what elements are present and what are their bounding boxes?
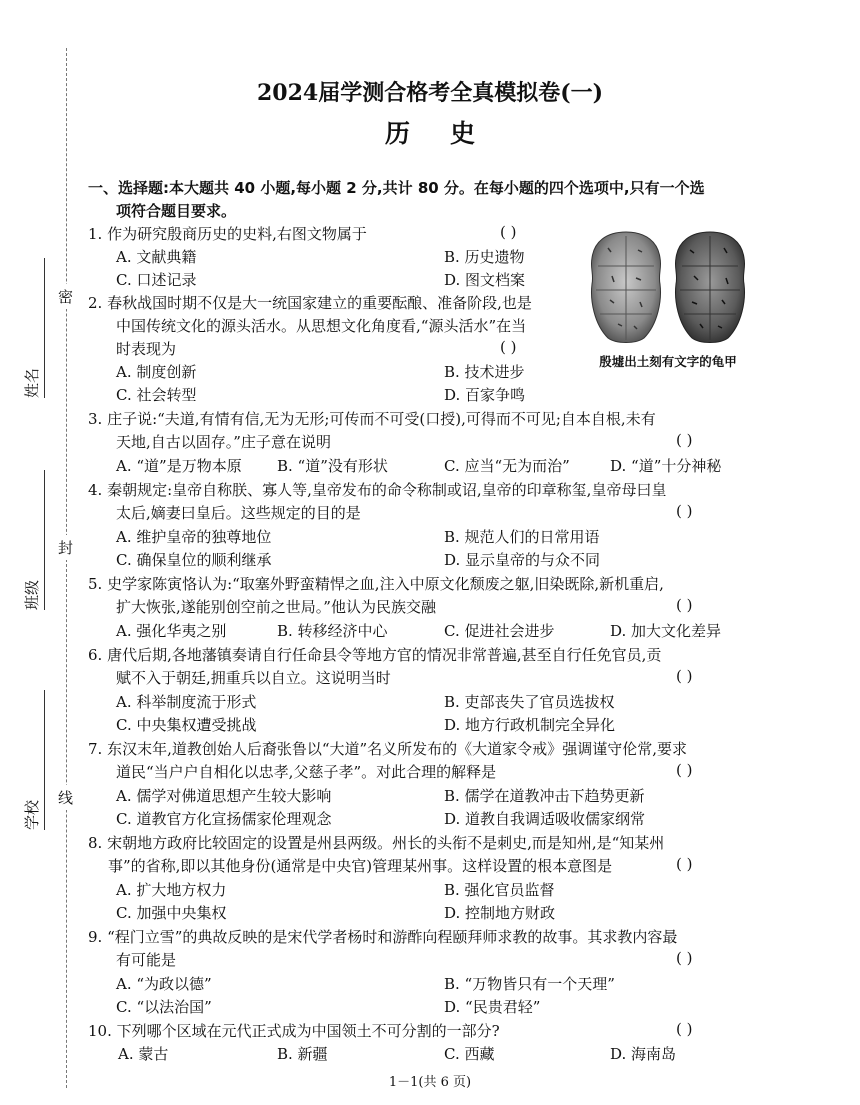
- name-field[interactable]: [6, 258, 46, 398]
- question-3-option-d[interactable]: D. “道”十分神秘: [610, 457, 722, 475]
- question-2-option-b[interactable]: B. 技术进步: [444, 363, 525, 381]
- question-8-option-c[interactable]: C. 加强中央集权: [116, 904, 227, 922]
- question-4-option-a[interactable]: A. 维护皇帝的独尊地位: [116, 528, 272, 546]
- question-4-answer-paren[interactable]: ( ): [676, 502, 693, 520]
- subject-title: 历史: [384, 119, 515, 148]
- binding-dashed-line: [66, 48, 67, 1088]
- question-9-stem-line2: 有可能是: [116, 951, 177, 969]
- class-field[interactable]: [6, 470, 46, 610]
- question-7-stem-line2: 道民“当户户自相化以忠孝,父慈子孝”。对此合理的解释是: [116, 763, 497, 781]
- question-1-option-b[interactable]: B. 历史遗物: [444, 248, 525, 266]
- question-6-stem: 6. 唐代后期,各地藩镇奏请自行任命县令等地方官的情况非常普遍,甚至自行任免官员,贡: [88, 646, 662, 664]
- question-8-option-b[interactable]: B. 强化官员监督: [444, 881, 555, 899]
- question-3-option-b[interactable]: B. “道”没有形状: [277, 457, 388, 475]
- figure-caption: 殷墟出土刻有文字的龟甲: [599, 354, 737, 369]
- question-1-option-d[interactable]: D. 图文档案: [444, 271, 526, 289]
- question-1-answer-paren[interactable]: ( ): [500, 223, 517, 241]
- class-label: 班级: [23, 579, 41, 610]
- name-label: 姓名: [23, 367, 41, 398]
- question-4-option-c[interactable]: C. 确保皇位的顺利继承: [116, 551, 272, 569]
- question-2-stem-line3: 时表现为: [116, 340, 177, 358]
- question-6-stem-line2: 赋不入于朝廷,拥重兵以自立。这说明当时: [116, 669, 391, 687]
- question-6-option-a[interactable]: A. 科举制度流于形式: [116, 693, 257, 711]
- question-9-option-d[interactable]: D. “民贵君轻”: [444, 998, 541, 1016]
- question-3-stem-line2: 天地,自古以固存。”庄子意在说明: [116, 433, 331, 451]
- question-6-option-d[interactable]: D. 地方行政机制完全异化: [444, 716, 616, 734]
- exam-title: 2024届学测合格考全真模拟卷(一): [256, 80, 604, 106]
- question-7-stem: 7. 东汉末年,道教创始人后裔张鲁以“大道”名义所发布的《大道家令戒》强调谨守伦常,要求: [88, 740, 687, 758]
- page-number: 1－1(共 6 页): [388, 1075, 472, 1090]
- question-2-stem: 2. 春秋战国时期不仅是大一统国家建立的重要酝酿、准备阶段,也是: [88, 294, 532, 312]
- question-10-option-b[interactable]: B. 新疆: [277, 1045, 328, 1063]
- question-7-option-b[interactable]: B. 儒学在道教冲击下趋势更新: [444, 787, 645, 805]
- question-1-option-c[interactable]: C. 口述记录: [116, 271, 197, 289]
- question-5-option-b[interactable]: B. 转移经济中心: [277, 622, 388, 640]
- section-heading-cont: 项符合题目要求。: [116, 202, 237, 220]
- question-3-stem: 3. 庄子说:“夫道,有情有信,无为无形;可传而不可受(口授),可得而不可见;自本自根,未有: [88, 410, 656, 428]
- seal-mark-mi: 密: [58, 284, 73, 309]
- question-10-option-c[interactable]: C. 西藏: [444, 1045, 495, 1063]
- question-7-answer-paren[interactable]: ( ): [676, 761, 693, 779]
- question-4-option-b[interactable]: B. 规范人们的日常用语: [444, 528, 600, 546]
- question-7-option-c[interactable]: C. 道教官方化宣扬儒家伦理观念: [116, 810, 332, 828]
- question-4-option-d[interactable]: D. 显示皇帝的与众不同: [444, 551, 601, 569]
- question-5-stem: 5. 史学家陈寅恪认为:“取塞外野蛮精悍之血,注入中原文化颓废之躯,旧染既除,新机重启,: [88, 575, 664, 593]
- question-8-option-d[interactable]: D. 控制地方财政: [444, 904, 556, 922]
- school-label: 学校: [23, 799, 41, 830]
- question-10-stem: 10. 下列哪个区域在元代正式成为中国领土不可分割的一部分?: [88, 1022, 500, 1040]
- question-2-option-a[interactable]: A. 制度创新: [116, 363, 197, 381]
- question-6-answer-paren[interactable]: ( ): [676, 667, 693, 685]
- question-5-answer-paren[interactable]: ( ): [676, 596, 693, 614]
- question-3-option-c[interactable]: C. 应当“无为而治”: [444, 457, 570, 475]
- question-3-option-a[interactable]: A. “道”是万物本原: [116, 457, 242, 475]
- section-heading: 一、选择题:本大题共 40 小题,每小题 2 分,共计 80 分。在每小题的四个选项中,只有一个选: [88, 179, 705, 197]
- question-5-option-a[interactable]: A. 强化华夷之别: [116, 622, 227, 640]
- question-6-option-c[interactable]: C. 中央集权遭受挑战: [116, 716, 257, 734]
- question-3-answer-paren[interactable]: ( ): [676, 431, 693, 449]
- question-1-option-a[interactable]: A. 文献典籍: [116, 248, 197, 266]
- question-8-answer-paren[interactable]: ( ): [676, 855, 693, 873]
- question-9-answer-paren[interactable]: ( ): [676, 949, 693, 967]
- seal-mark-xian: 线: [58, 785, 73, 810]
- school-underline: [44, 690, 45, 830]
- question-10-answer-paren[interactable]: ( ): [676, 1020, 693, 1038]
- question-9-stem: 9. “程门立雪”的典故反映的是宋代学者杨时和游酢向程颐拜师求教的故事。其求教内容最: [88, 928, 678, 946]
- question-4-stem-line2: 太后,嫡妻曰皇后。这些规定的目的是: [116, 504, 361, 522]
- question-2-option-c[interactable]: C. 社会转型: [116, 386, 197, 404]
- question-9-option-b[interactable]: B. “万物皆只有一个天理”: [444, 975, 615, 993]
- question-9-option-c[interactable]: C. “以法治国”: [116, 998, 212, 1016]
- question-7-option-d[interactable]: D. 道教自我调适吸收儒家纲常: [444, 810, 646, 828]
- tortoise-shell-figure: [588, 228, 748, 346]
- question-10-option-a[interactable]: A. 蒙古: [118, 1045, 169, 1063]
- question-5-option-d[interactable]: D. 加大文化差异: [610, 622, 722, 640]
- name-underline: [44, 258, 45, 398]
- question-4-stem: 4. 秦朝规定:皇帝自称朕、寡人等,皇帝发布的命令称制或诏,皇帝的印章称玺,皇帝母曰皇: [88, 481, 667, 499]
- question-1-stem: 1. 作为研究殷商历史的史料,右图文物属于: [88, 225, 367, 243]
- question-8-stem: 8. 宋朝地方政府比较固定的设置是州县两级。州长的头衔不是刺史,而是知州,是“知某州: [88, 834, 665, 852]
- question-5-option-c[interactable]: C. 促进社会进步: [444, 622, 555, 640]
- class-underline: [44, 470, 45, 610]
- question-8-option-a[interactable]: A. 扩大地方权力: [116, 881, 227, 899]
- oracle-bone-image: [588, 228, 748, 346]
- seal-mark-feng: 封: [58, 535, 73, 560]
- question-2-answer-paren[interactable]: ( ): [500, 338, 517, 356]
- question-8-stem-line2: 事”的省称,即以其他身份(通常是中央官)管理某州事。这样设置的根本意图是: [108, 857, 613, 875]
- question-2-option-d[interactable]: D. 百家争鸣: [444, 386, 526, 404]
- question-2-stem-line2: 中国传统文化的源头活水。从思想文化角度看,“源头活水”在当: [116, 317, 527, 335]
- question-6-option-b[interactable]: B. 吏部丧失了官员选拔权: [444, 693, 615, 711]
- school-field[interactable]: [6, 690, 46, 830]
- question-10-option-d[interactable]: D. 海南岛: [610, 1045, 677, 1063]
- question-5-stem-line2: 扩大恢张,遂能别创空前之世局。”他认为民族交融: [116, 598, 436, 616]
- question-7-option-a[interactable]: A. 儒学对佛道思想产生较大影响: [116, 787, 332, 805]
- question-9-option-a[interactable]: A. “为政以德”: [116, 975, 212, 993]
